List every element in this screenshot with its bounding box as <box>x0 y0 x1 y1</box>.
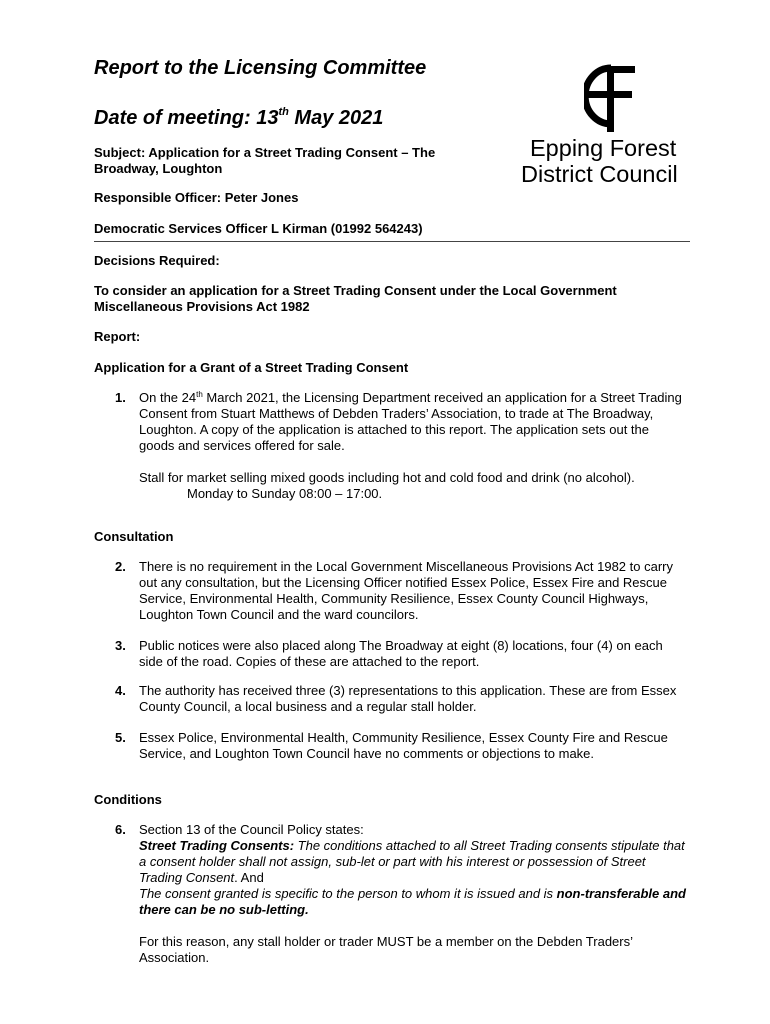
democratic-services-officer: Democratic Services Officer L Kirman (01992 564243) <box>94 221 423 236</box>
epping-forest-emblem-icon <box>584 64 638 132</box>
logo-line-2: District Council <box>521 161 678 187</box>
conditions-heading: Conditions <box>94 792 162 807</box>
item-number: 5. <box>115 730 126 745</box>
logo-line-1: Epping Forest <box>530 135 677 161</box>
item-text: There is no requirement in the Local Government Miscellaneous Provisions Act 1982 to carry out any consultation, but the Licensing Officer notified Essex Police, Essex Fire and Rescue Service, Environmental Health, Community Resilience, Essex County Council Highways, Loughton Town Council and the ward councilors. <box>139 559 673 622</box>
consultation-heading: Consultation <box>94 529 174 544</box>
item-text: Essex Police, Environmental Health, Community Resilience, Essex County Fire and Rescue Service, and Loughton Town Council have no comments or objections to make. <box>139 730 668 761</box>
subject-line: Subject: Application for a Street Trading Consent – The Broadway, Loughton <box>94 145 436 176</box>
item-number: 2. <box>115 559 126 574</box>
responsible-officer: Responsible Officer: Peter Jones <box>94 190 299 205</box>
decisions-heading: Decisions Required: <box>94 253 220 268</box>
membership-requirement: For this reason, any stall holder or trader MUST be a member on the Debden Traders’ Association. <box>139 934 633 965</box>
item-number: 1. <box>115 390 126 405</box>
report-title: Report to the Licensing Committee <box>94 57 427 79</box>
trading-hours: Monday to Sunday 08:00 – 17:00. <box>187 486 383 501</box>
policy-intro: Section 13 of the Council Policy states: <box>139 822 364 837</box>
application-heading: Application for a Grant of a Street Trading Consent <box>94 360 409 375</box>
item-number: 6. <box>115 822 126 837</box>
council-logo <box>518 64 708 187</box>
decisions-text: To consider an application for a Street Trading Consent under the Local Government Miscellaneous Provisions Act 1982 <box>94 283 617 314</box>
report-heading: Report: <box>94 329 141 344</box>
policy-quote: Street Trading Consents: The conditions attached to all Street Trading consents stipulate that a consent holder shall not assign, sub-let or part with his interest or possession of Street Trading Consent. And <box>139 838 685 885</box>
item-number: 3. <box>115 638 126 653</box>
policy-specific: The consent granted is specific to the person to whom it is issued and is non-transferable and there can be no sub-letting. <box>139 886 686 917</box>
item-text: Public notices were also placed along The Broadway at eight (8) locations, four (4) on each side of the road. Copies of these are attached to the report. <box>139 638 663 669</box>
stall-description: Stall for market selling mixed goods including hot and cold food and drink (no alcohol). <box>139 470 635 485</box>
item-text: On the 24th March 2021, the Licensing Department received an application for a Street Trading Consent from Stuart Matthews of Debden Traders’ Association, to trade at The Broadway, Loughton. A copy of the application is attached to this report. The application sets out the goods and services offered for sale. <box>139 390 682 453</box>
item-number: 4. <box>115 683 126 698</box>
item-text: The authority has received three (3) representations to this application. These are from Essex County Council, a local business and a regular stall holder. <box>139 683 677 714</box>
header-divider <box>94 241 690 242</box>
meeting-date: Date of meeting: 13th May 2021 <box>94 106 384 129</box>
